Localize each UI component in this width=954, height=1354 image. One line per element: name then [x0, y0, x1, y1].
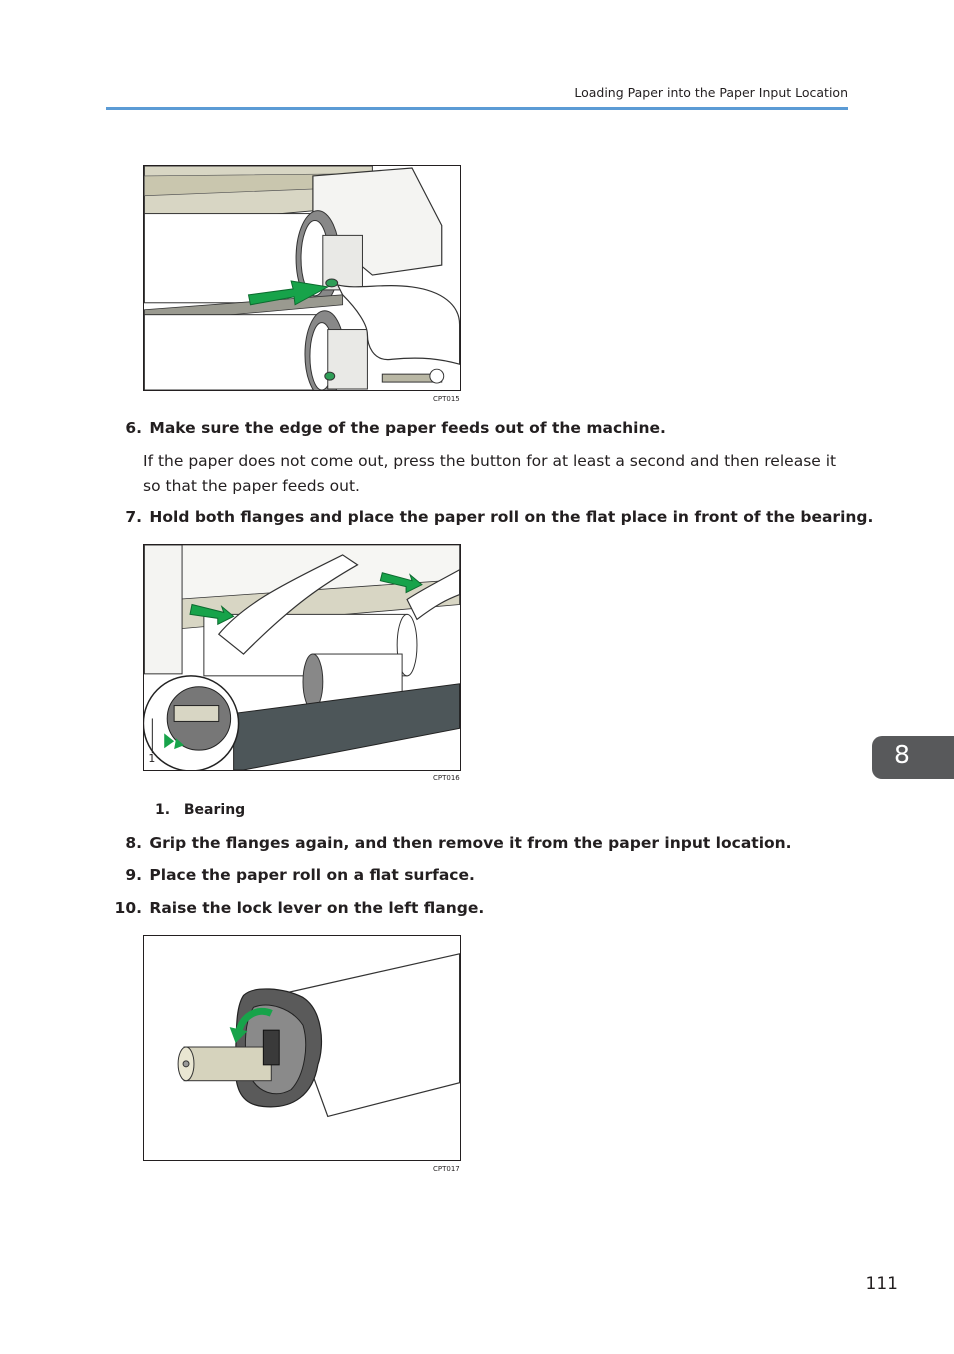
- chapter-number: 8: [894, 740, 910, 769]
- figure-press-button: [143, 165, 461, 391]
- step-10: [106, 899, 846, 917]
- figure-code: CPT016: [433, 774, 460, 782]
- legend-item-bearing: [155, 802, 245, 818]
- step-6: [106, 419, 846, 437]
- step-text: Make sure the edge of the paper feeds out of the machine.: [149, 419, 666, 437]
- step-text: Hold both flanges and place the paper roll on the flat place in front of the bearing.: [149, 508, 874, 526]
- step-9: [106, 866, 846, 884]
- step-8: [106, 834, 846, 852]
- step-number: 8.: [125, 834, 142, 852]
- header-rule: [106, 107, 848, 110]
- step-text: Raise the lock lever on the left flange.: [149, 899, 485, 917]
- legend-number: 1.: [155, 802, 171, 818]
- chapter-tab: [872, 736, 954, 779]
- figure-place-roll: [143, 544, 461, 771]
- step-number: 10.: [114, 899, 142, 917]
- step-6-description: If the paper does not come out, press the button for at least a second and then release it so that the paper feeds out.: [143, 452, 837, 495]
- running-header: Loading Paper into the Paper Input Location: [574, 85, 848, 100]
- step-text: Grip the flanges again, and then remove it from the paper input location.: [149, 834, 792, 852]
- step-7: [106, 508, 874, 526]
- legend-label: Bearing: [183, 802, 246, 818]
- step-text: Place the paper roll on a flat surface.: [149, 866, 475, 884]
- step-number: 9.: [125, 866, 142, 884]
- figure-lock-lever: [143, 935, 461, 1161]
- step-number: 6.: [125, 419, 142, 437]
- step-number: 7.: [125, 508, 142, 526]
- callout-label: 1: [148, 752, 156, 766]
- figure-code: CPT017: [433, 1165, 460, 1173]
- figure-code: CPT015: [433, 395, 460, 403]
- page-number: 111: [865, 1274, 898, 1294]
